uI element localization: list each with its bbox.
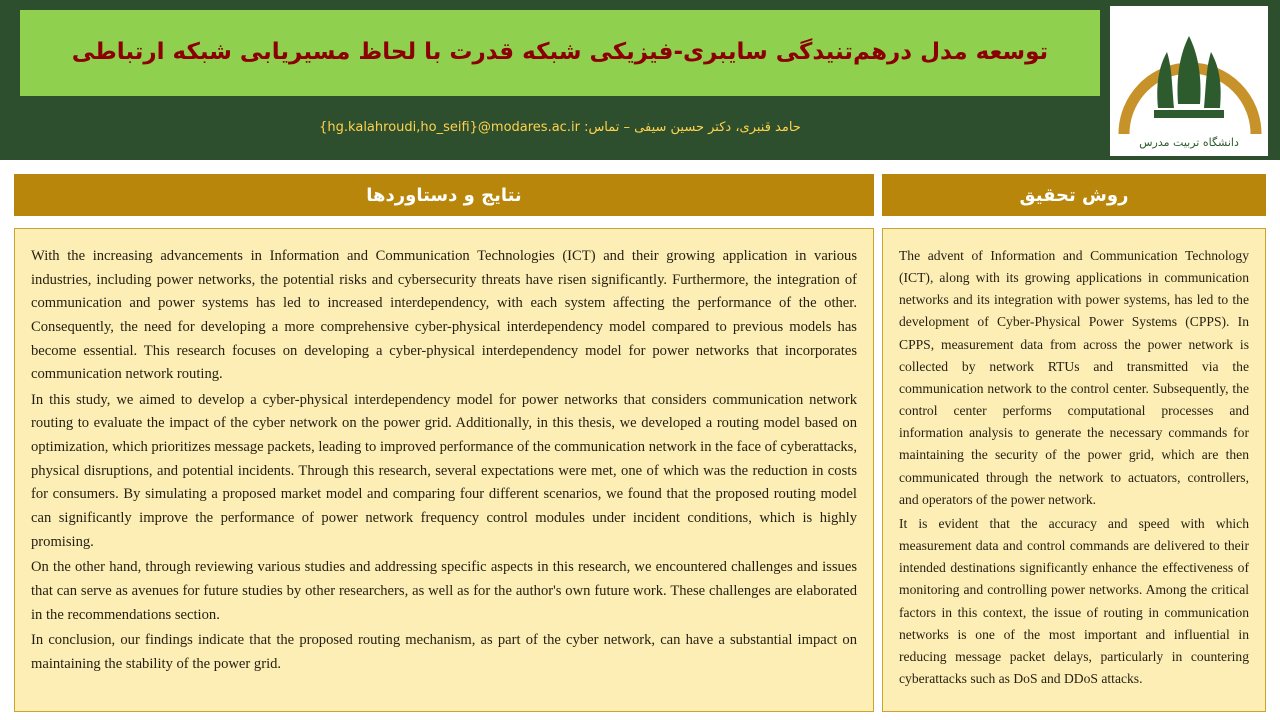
svg-text:دانشگاه تربیت مدرس: دانشگاه تربیت مدرس — [1139, 136, 1239, 149]
results-paragraph: In conclusion, our findings indicate that the proposed routing mechanism, as part of the cyber network, can have a substantial impact on maintaining the stability of the power grid. — [31, 632, 857, 672]
authors-box — [20, 104, 1100, 150]
results-paragraph: With the increasing advancements in Information and Communication Technologies (ICT) and their growing application in various industries, including power networks, the potential risks and cybersecurity threats have risen significantly. Furthermore, the integration of communication and power systems has led to increased interdependency, with each system affecting the performance of the other. Consequently, the need for developing a more comprehensive cyber-physical interdependency model compared to previous models has become essential. This research focuses on developing a cyber-physical interdependency model for power networks that incorporates communication network routing. — [31, 248, 857, 383]
contact-email: {hg.kalahroudi,ho_seifi}@modares.ac.ir — [319, 119, 580, 135]
results-paragraph: On the other hand, through reviewing various studies and addressing specific aspects in this research, we encountered challenges and issues that can serve as avenues for future studies by other researchers, as well as for the author's own future work. These challenges are elaborated in the recommendations section. — [31, 559, 857, 623]
page-title: توسعه مدل درهم‌تنیدگی سایبری-فیزیکی شبکه قدرت با لحاظ مسیریابی شبکه ارتباطی — [71, 39, 1049, 66]
method-paragraph: It is evident that the accuracy and speed with which measurement data and control commands are delivered to their intended destinations significantly enhance the effectiveness of monitoring and controlling power networks. Among the critical factors in this context, the issue of routing in communication networks is one of the most important and influential in reducing message packet delays, particularly in countering cyberattacks such as DoS and DDoS attacks. — [899, 515, 1249, 686]
section-header-method-label: روش تحقیق — [1019, 184, 1129, 206]
university-logo — [1110, 6, 1268, 156]
method-paragraph: The advent of Information and Communication Technology (ICT), along with its growing applications in communication networks and its integration with power systems, has led to the development of Cyber-Physical Power Systems (CPPS). In CPPS, measurement data from across the power network is collected by network RTUs and transmitted via the communication network to the control center. Subsequently, the control center performs computational processes and information analysis to generate the necessary commands for maintaining the security of the power grid, which are then communicated through the network to actuators, controllers, and operators of the power network. — [899, 248, 1249, 507]
section-header-method — [882, 174, 1266, 216]
method-panel — [882, 228, 1266, 712]
results-panel — [14, 228, 874, 712]
section-header-results — [14, 174, 874, 216]
section-header-results-label: نتایج و دستاوردها — [366, 184, 522, 206]
poster-title-box — [20, 10, 1100, 96]
results-paragraph: In this study, we aimed to develop a cyber-physical interdependency model for power networks that considers communication network routing to evaluate the impact of the cyber network on the power grid. Additionally, in this thesis, we developed a routing model based on optimization, which prioritizes message packets, leading to improved performance of the communication network in the face of cyberattacks, physical disruptions, and potential incidents. Through this research, several expectations were met, one of which was the reduction in costs for consumers. By simulating a proposed market model and comparing four different scenarios, we found that the proposed routing model can significantly improve the performance of power network frequency control modules under incident conditions, which is highly promising. — [31, 391, 857, 550]
authors-names: حامد قنبری، دکتر حسین سیفی – تماس: — [584, 119, 801, 135]
authors-line — [319, 120, 801, 135]
